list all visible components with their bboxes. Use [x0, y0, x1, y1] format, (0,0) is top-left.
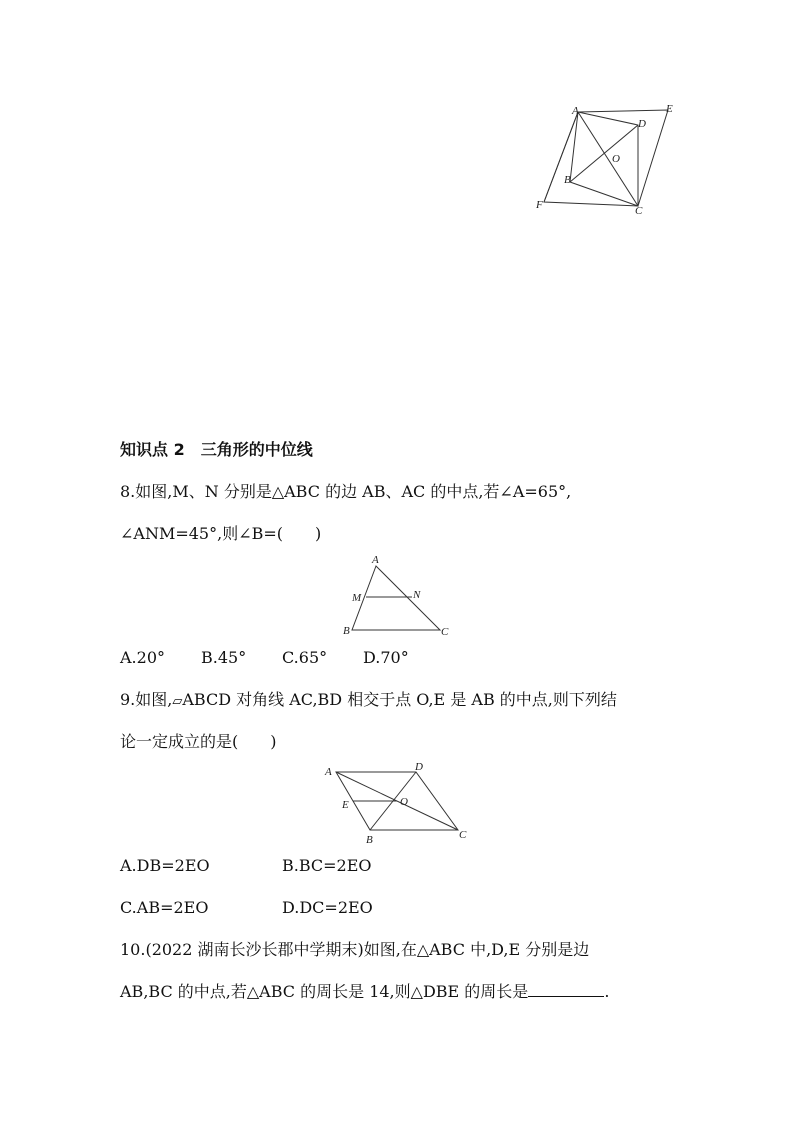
q8-option-c[interactable]: C.65° [282, 648, 328, 667]
q8-option-d[interactable]: D.70° [363, 648, 409, 667]
q9-line1 [120, 690, 617, 712]
q8-option-b[interactable]: B.45° [201, 648, 247, 667]
q9-label-d: D [415, 761, 423, 773]
diagonal-bd [570, 125, 638, 182]
label-o: O [612, 153, 620, 165]
label-c: C [635, 205, 643, 217]
q9-option-a[interactable]: A.DB=2EO [120, 856, 210, 875]
q9-line2: 论一定成立的是( ) [120, 732, 277, 751]
q8-line1: 8.如图,M、N 分别是△ABC 的边 AB、AC 的中点,若∠A=65°, [120, 482, 572, 501]
diagonal-ac [578, 112, 638, 206]
label-e: E [666, 103, 673, 115]
q10-line2-suffix: . [604, 982, 610, 1001]
q9-option-d[interactable]: D.DC=2EO [282, 898, 373, 917]
q10-line2-text: AB,BC 的中点,若△ABC 的周长是 14,则△DBE 的周长是 [120, 982, 529, 1001]
outer-parallelogram [544, 110, 668, 206]
q9-label-b: B [366, 834, 373, 846]
figure-q9-parallelogram [320, 758, 470, 848]
figure-q8-triangle [340, 550, 460, 640]
label-f: F [536, 199, 543, 211]
q8-label-b: B [343, 625, 350, 637]
label-d: D [638, 118, 646, 130]
q8-option-a[interactable]: A.20° [120, 648, 165, 667]
q9-rest: ABCD 对角线 AC,BD 相交于点 O,E 是 AB 的中点,则下列结 [182, 690, 617, 709]
q9-label-a: A [325, 766, 332, 778]
label-a: A [572, 105, 579, 117]
q8-label-m: M [352, 592, 362, 604]
q8-label-c: C [441, 626, 449, 638]
triangle-abc [352, 566, 440, 630]
q9-option-b[interactable]: B.BC=2EO [282, 856, 372, 875]
q10-line1: 10.(2022 湖南长沙长郡中学期末)如图,在△ABC 中,D,E 分别是边 [120, 940, 590, 959]
figure-parallelogram-aecf [530, 98, 690, 218]
section-heading: 知识点 2 三角形的中位线 [120, 440, 313, 459]
q9-prefix: 9.如图, [120, 690, 173, 709]
q10-line2 [120, 982, 609, 1002]
q9-label-c: C [459, 829, 467, 841]
q9-label-o: O [400, 796, 408, 808]
q8-line2: ∠ANM=45°,则∠B=( ) [120, 524, 322, 543]
q9-label-e: E [342, 799, 349, 811]
label-b: B [564, 174, 571, 186]
inner-parallelogram [570, 112, 638, 206]
q8-label-a: A [372, 554, 379, 566]
q9-option-c[interactable]: C.AB=2EO [120, 898, 209, 917]
parallelogram-symbol: ▱ [172, 694, 183, 709]
q8-label-n: N [413, 589, 421, 601]
answer-blank[interactable] [528, 982, 604, 997]
